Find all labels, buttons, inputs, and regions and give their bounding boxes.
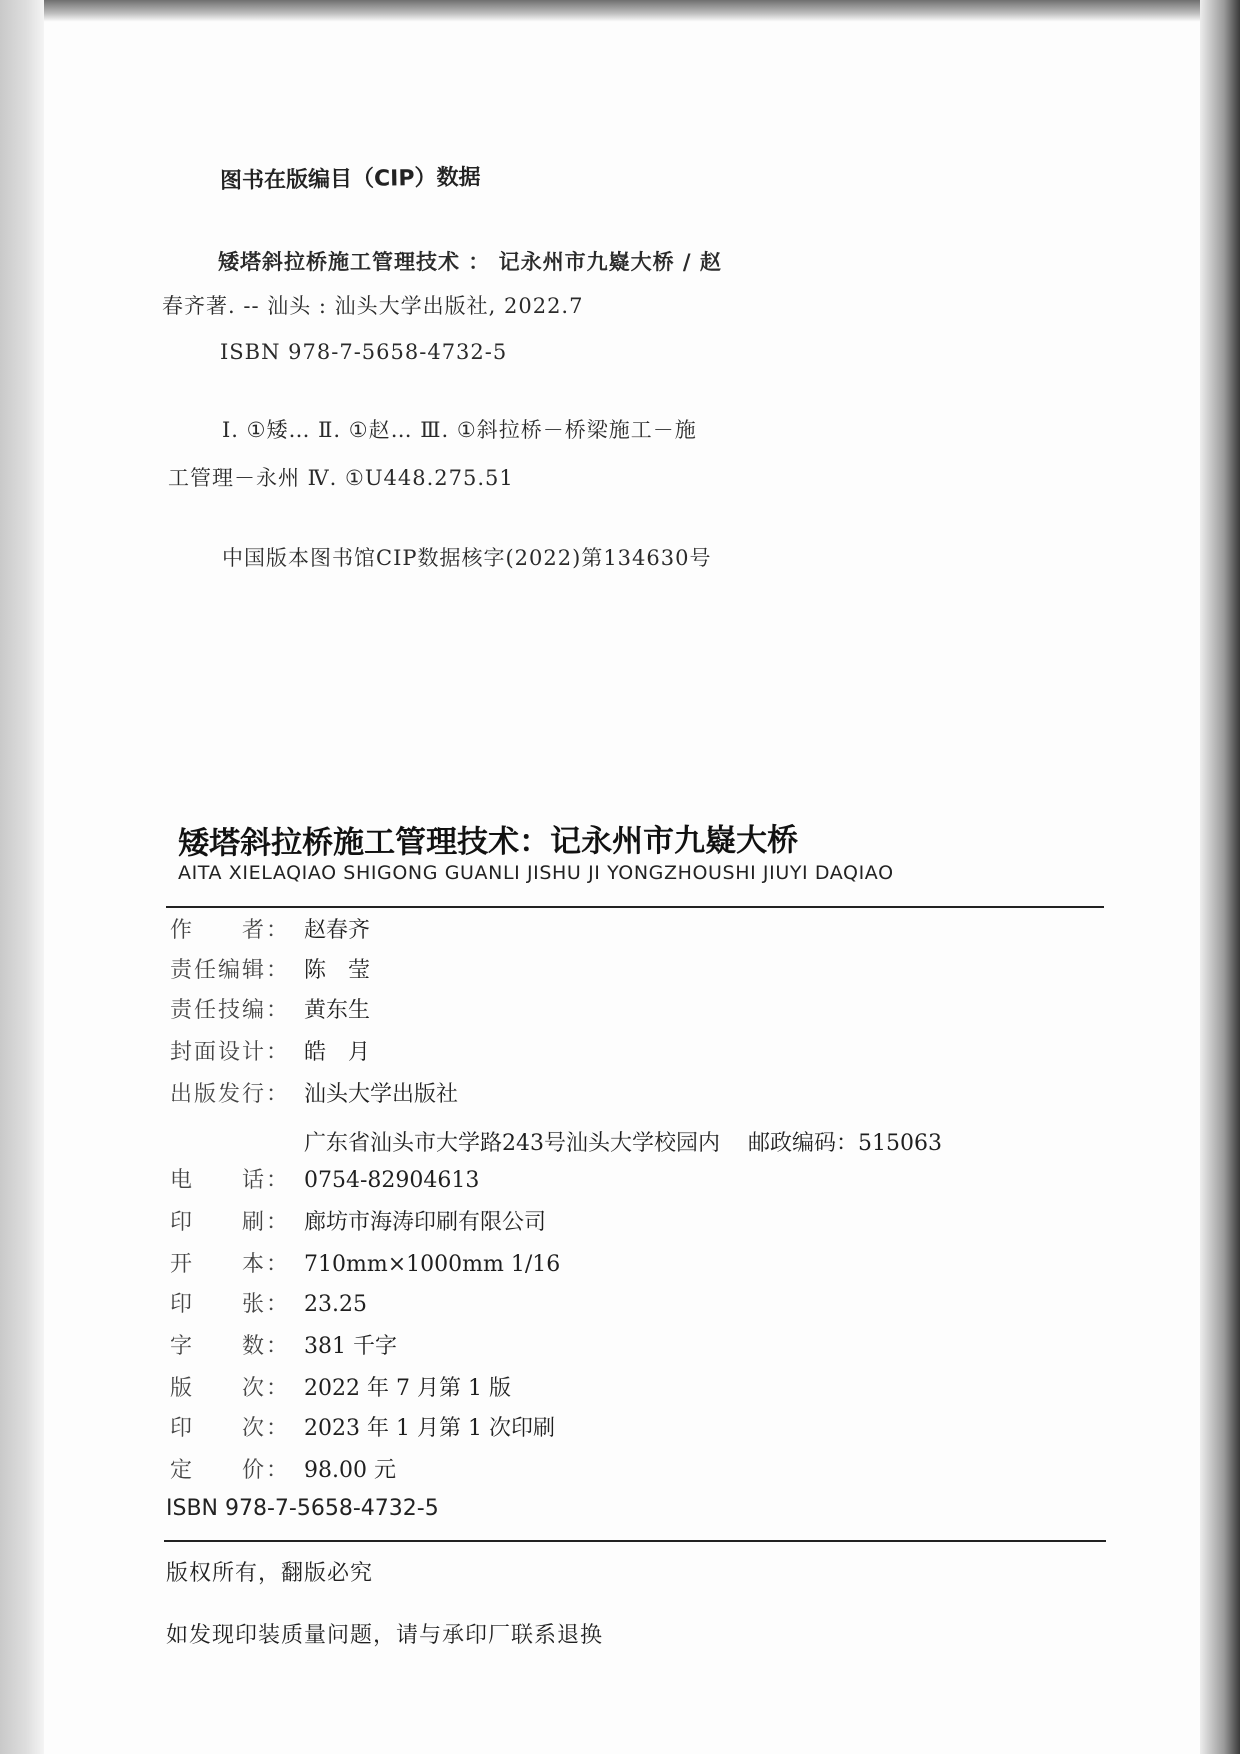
info-value: 2022 年 7 月第 1 版 xyxy=(304,1376,511,1401)
info-value: 2023 年 1 月第 1 次印刷 xyxy=(304,1416,555,1441)
info-row-printing xyxy=(170,1414,555,1444)
bottom-divider xyxy=(164,1540,1106,1542)
cip-line-2: 春齐著. -- 汕头 : 汕头大学出版社, 2022.7 xyxy=(162,294,584,318)
isbn: ISBN 978-7-5658-4732-5 xyxy=(166,1496,439,1521)
info-row-editor xyxy=(170,956,370,986)
info-row-price xyxy=(170,1456,396,1486)
publisher-address xyxy=(304,1126,942,1157)
address-text: 广东省汕头市大学路243号汕头大学校园内 xyxy=(304,1131,720,1156)
info-label: 印 次： xyxy=(170,1416,291,1441)
info-row-tech-editor xyxy=(170,996,370,1026)
info-row-cover-design xyxy=(170,1038,370,1068)
info-row-phone xyxy=(170,1166,479,1196)
info-value: 皓 月 xyxy=(304,1040,371,1065)
cip-line-6: 中国版本图书馆CIP数据核字(2022)第134630号 xyxy=(222,546,712,570)
info-label: 封面设计： xyxy=(170,1040,291,1065)
cip-line-3: ISBN 978-7-5658-4732-5 xyxy=(220,340,508,364)
info-row-word-count xyxy=(170,1332,397,1362)
info-label: 印 刷： xyxy=(170,1210,291,1235)
postal-code: 邮政编码：515063 xyxy=(748,1131,942,1156)
info-value: 黄东生 xyxy=(304,998,371,1023)
info-label: 电 话： xyxy=(170,1168,291,1193)
info-row-sheets xyxy=(170,1290,367,1320)
info-label: 开 本： xyxy=(170,1252,291,1277)
page-top-shadow xyxy=(0,0,1240,22)
info-row-format xyxy=(170,1250,560,1280)
page-left-shadow xyxy=(0,0,44,1754)
info-label: 责任技编： xyxy=(170,998,291,1023)
cip-title: 图书在版编目（CIP）数据 xyxy=(219,165,481,194)
info-value: 0754-82904613 xyxy=(304,1168,480,1193)
info-value: 710mm×1000mm 1/16 xyxy=(304,1252,561,1277)
info-row-author xyxy=(170,916,370,946)
info-label: 作 者： xyxy=(170,918,291,943)
copyright-notice: 版权所有，翻版必究 xyxy=(166,1561,374,1586)
book-title: 矮塔斜拉桥施工管理技术：记永州市九嶷大桥 xyxy=(177,822,799,862)
info-value: 98.00 元 xyxy=(304,1458,396,1483)
info-label: 字 数： xyxy=(170,1334,291,1359)
cip-line-4: Ⅰ. ①矮… Ⅱ. ①赵… Ⅲ. ①斜拉桥－桥梁施工－施 xyxy=(222,418,697,442)
info-value: 汕头大学出版社 xyxy=(304,1082,459,1107)
info-label: 出版发行： xyxy=(170,1082,291,1107)
info-value: 23.25 xyxy=(304,1292,367,1317)
cip-line-1: 矮塔斜拉桥施工管理技术 ： 记永州市九嶷大桥 / 赵 xyxy=(218,249,722,274)
info-label: 版 次： xyxy=(170,1376,291,1401)
top-divider xyxy=(166,906,1104,908)
page-right-shadow xyxy=(1200,0,1240,1754)
info-row-edition xyxy=(170,1374,511,1404)
info-value: 廊坊市海涛印刷有限公司 xyxy=(304,1210,547,1235)
info-value: 赵春齐 xyxy=(304,918,371,943)
book-title-pinyin: AITA XIELAQIAO SHIGONG GUANLI JISHU JI YONGZHOUSHI JIUYI DAQIAO xyxy=(178,862,894,884)
quality-notice: 如发现印装质量问题，请与承印厂联系退换 xyxy=(166,1623,604,1648)
info-row-publisher xyxy=(170,1080,458,1110)
copyright-page xyxy=(44,22,1200,1754)
info-label: 印 张： xyxy=(170,1292,291,1317)
info-value: 陈 莹 xyxy=(304,958,371,983)
info-label: 责任编辑： xyxy=(170,958,291,983)
info-row-printer xyxy=(170,1208,546,1238)
cip-line-5: 工管理－永州 Ⅳ. ①U448.275.51 xyxy=(168,466,514,490)
info-value: 381 千字 xyxy=(304,1334,397,1359)
info-label: 定 价： xyxy=(170,1458,291,1483)
